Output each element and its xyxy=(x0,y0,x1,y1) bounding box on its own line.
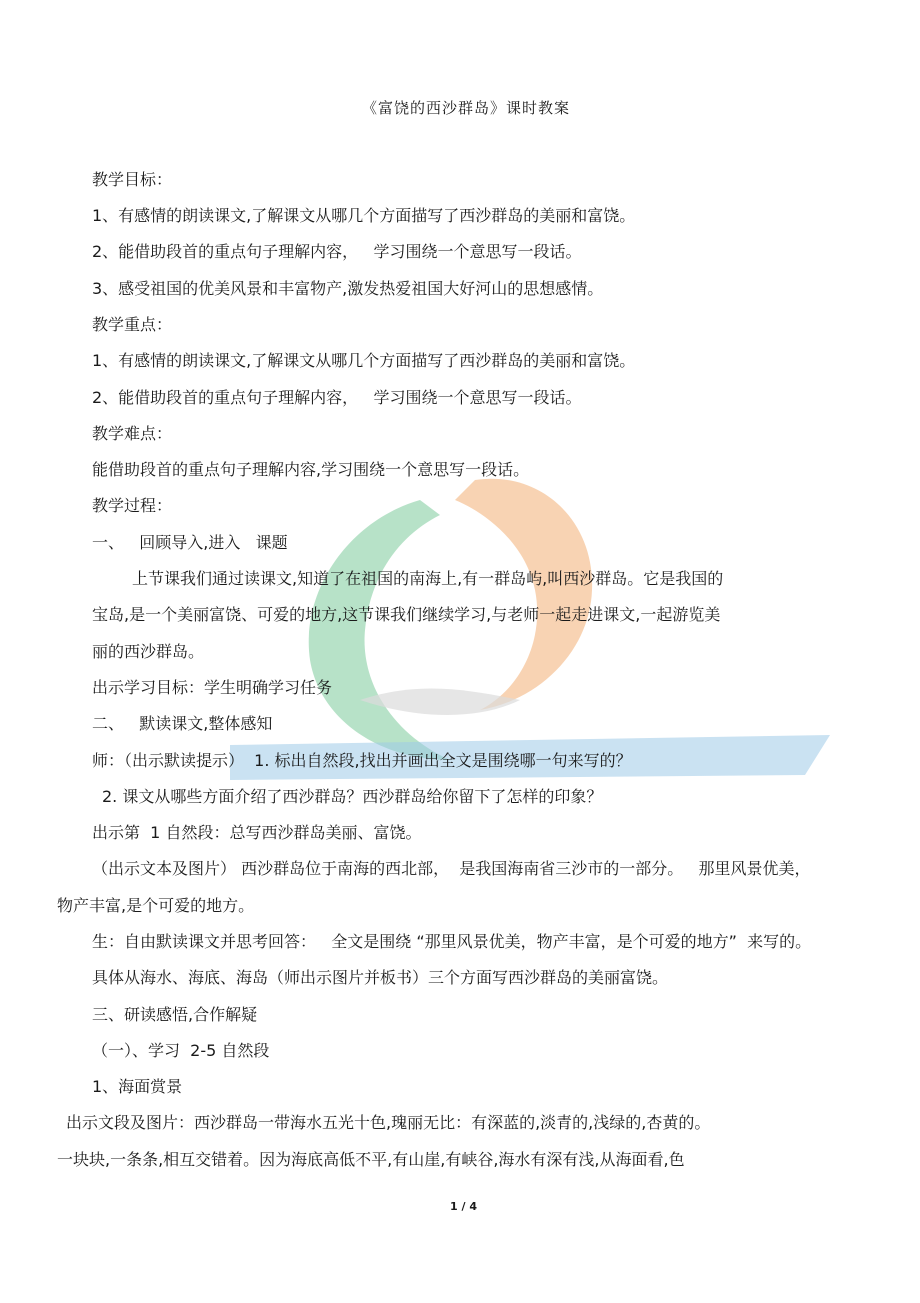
text-line: 能借助段首的重点句子理解内容,学习围绕一个意思写一段话。 xyxy=(92,460,530,479)
text-line: 二、 默读课文,整体感知 xyxy=(92,714,273,733)
text-line: 1、有感情的朗读课文,了解课文从哪几个方面描写了西沙群岛的美丽和富饶。 xyxy=(92,206,636,225)
text-line: 生：自由默读课文并思考回答： 全文是围绕 “那里风景优美，物产丰富，是个可爱的地方” 来写的。 xyxy=(92,932,812,951)
text-line: 三、研读感悟,合作解疑 xyxy=(92,1005,258,1024)
text-line: 一、 回顾导入,进入 课题 xyxy=(92,533,288,552)
document-title: 《富饶的西沙群岛》课时教案 xyxy=(362,99,571,117)
text-line: 教学难点： xyxy=(92,424,173,443)
text-line: 出示学习目标：学生明确学习任务 xyxy=(92,678,333,697)
text-line: 教学重点： xyxy=(92,315,173,334)
page-number: 1 / 4 xyxy=(450,1200,477,1213)
text-line: 1、海面赏景 xyxy=(92,1077,183,1096)
text-line: 出示第 1 自然段：总写西沙群岛美丽、富饶。 xyxy=(92,823,422,842)
text-line: 2、能借助段首的重点句子理解内容， 学习围绕一个意思写一段话。 xyxy=(92,242,582,261)
text-line: 3、感受祖国的优美风景和丰富物产,激发热爱祖国大好河山的思想感情。 xyxy=(92,279,604,298)
text-line: （一）、学习 2-5 自然段 xyxy=(92,1041,270,1060)
text-line: 出示文段及图片：西沙群岛一带海水五光十色,瑰丽无比：有深蓝的,淡青的,浅绿的,杏黄的。 xyxy=(66,1113,711,1132)
text-line: 具体从海水、海底、海岛（师出示图片并板书）三个方面写西沙群岛的美丽富饶。 xyxy=(92,968,669,987)
text-line: 1、有感情的朗读课文,了解课文从哪几个方面描写了西沙群岛的美丽和富饶。 xyxy=(92,351,636,370)
text-line: 宝岛,是一个美丽富饶、可爱的地方,这节课我们继续学习,与老师一起走进课文,一起游览美 xyxy=(92,605,721,624)
text-line: （出示文本及图片） 西沙群岛位于南海的西北部， 是我国海南省三沙市的一部分。 那里风景优美， xyxy=(92,859,811,878)
text-line: 教学过程： xyxy=(92,496,173,515)
text-line: 上节课我们通过读课文,知道了在祖国的南海上,有一群岛屿,叫西沙群岛。它是我国的 xyxy=(132,569,724,588)
text-line: 丽的西沙群岛。 xyxy=(92,642,205,661)
text-line: 2、能借助段首的重点句子理解内容， 学习围绕一个意思写一段话。 xyxy=(92,388,582,407)
watermark-green-arc xyxy=(309,500,450,760)
text-line: 2. 课文从哪些方面介绍了西沙群岛？西沙群岛给你留下了怎样的印象？ xyxy=(102,787,603,806)
text-line: 师：（出示默读提示） 1. 标出自然段,找出并画出全文是围绕哪一句来写的？ xyxy=(92,751,632,770)
text-line: 一块块,一条条,相互交错着。因为海底高低不平,有山崖,有峡谷,海水有深有浅,从海面看,色 xyxy=(57,1150,685,1169)
text-line: 物产丰富,是个可爱的地方。 xyxy=(57,896,255,915)
text-line: 教学目标： xyxy=(92,170,173,189)
watermark-orange-arc xyxy=(455,479,592,710)
